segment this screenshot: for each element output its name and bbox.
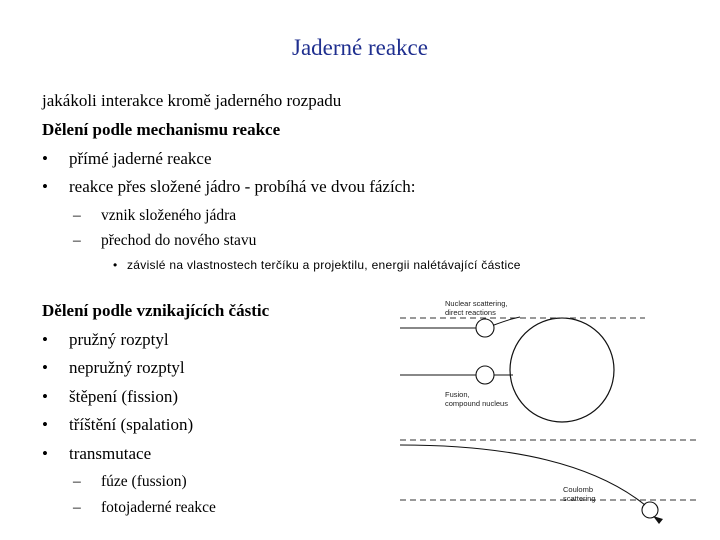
bullet-item: • reakce přes složené jádro - probíhá ve dvou fázích: [42, 177, 416, 196]
bullet-item: • pružný rozptyl [42, 330, 169, 349]
section2-heading: Dělení podle vznikajících částic [42, 301, 270, 320]
slide-title: Jaderné reakce [292, 35, 428, 60]
dash-item: – přechod do nového stavu [73, 232, 257, 249]
coulomb-curve [400, 445, 645, 505]
bullet-text: nepružný rozptyl [69, 358, 185, 377]
label-coulomb-line1: Coulomb [563, 485, 594, 494]
arrow-head [653, 516, 663, 524]
section1-heading: Dělení podle mechanismu reakce [42, 120, 281, 139]
scatter-arc [494, 317, 520, 325]
dash-item: – fúze (fussion) [73, 473, 187, 490]
label-fusion-line1: Fusion, [445, 390, 470, 399]
dash-item: – fotojaderné reakce [73, 499, 216, 516]
intro-text: jakákoli interakce kromě jaderného rozpadu [42, 91, 342, 110]
target-nucleus [510, 318, 614, 422]
bullet-text: tříštění (spalation) [69, 415, 194, 434]
note-text: závislé na vlastnostech terčíku a projektilu, energii nalétávající částice [127, 258, 521, 272]
bullet-text: reakce přes složené jádro - probíhá ve dvou fázích: [69, 177, 416, 196]
note-item: • závislé na vlastnostech terčíku a projektilu, energii nalétávající částice [113, 258, 521, 272]
projectile [642, 502, 658, 518]
bullet-item: • štěpení (fission) [42, 387, 179, 406]
dash-text: přechod do nového stavu [101, 232, 257, 249]
bullet-item: • nepružný rozptyl [42, 358, 185, 377]
dash-text: fotojaderné reakce [101, 499, 216, 516]
bullet-item: • transmutace [42, 444, 152, 463]
bullet-text: transmutace [69, 444, 152, 463]
projectile [476, 319, 494, 337]
label-nuclear-line1: Nuclear scattering, [445, 299, 508, 308]
label-coulomb-line2: scattering [563, 494, 596, 503]
dash-text: vznik složeného jádra [101, 207, 237, 224]
nuclear-reaction-diagram [395, 295, 705, 530]
bullet-item: • přímé jaderné reakce [42, 149, 212, 168]
bullet-item: • tříštění (spalation) [42, 415, 194, 434]
dash-item: – vznik složeného jádra [73, 207, 237, 224]
bullet-text: pružný rozptyl [69, 330, 169, 349]
projectile [476, 366, 494, 384]
bullet-text: štěpení (fission) [69, 387, 179, 406]
label-fusion-line2: compound nucleus [445, 399, 508, 408]
bullet-text: přímé jaderné reakce [69, 149, 212, 168]
label-nuclear-line2: direct reactions [445, 308, 496, 317]
dash-text: fúze (fussion) [101, 473, 187, 490]
